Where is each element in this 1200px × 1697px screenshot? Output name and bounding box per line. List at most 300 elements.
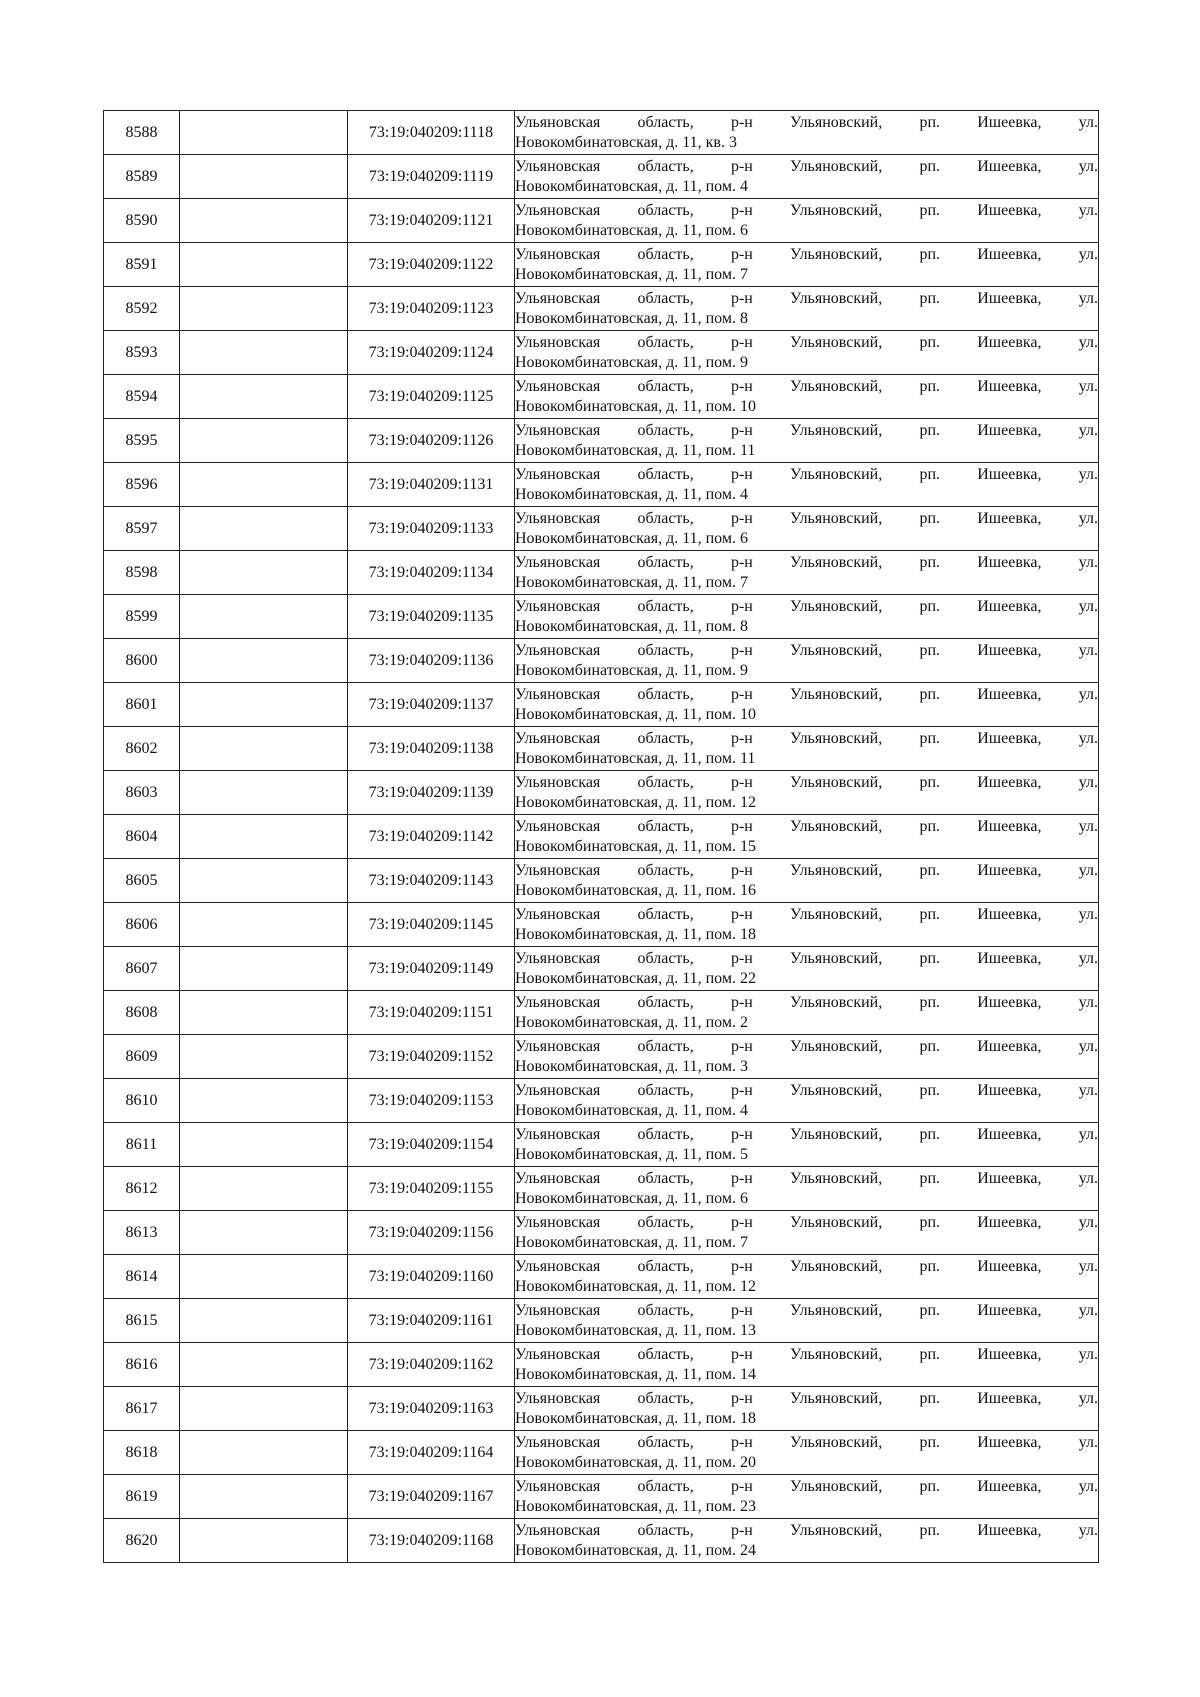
table-row xyxy=(104,991,1099,1035)
address-word: ул. xyxy=(1078,1257,1098,1275)
address-line-1 xyxy=(515,817,1098,837)
address-word: Ульяновский, xyxy=(790,1345,883,1363)
address-word: р-н xyxy=(730,421,753,439)
owner-cell xyxy=(180,463,348,507)
table-row xyxy=(104,1255,1099,1299)
address-cell xyxy=(515,1211,1099,1255)
table-row xyxy=(104,1343,1099,1387)
address-word: Ишеевка, xyxy=(977,1389,1042,1407)
address-cell xyxy=(515,419,1099,463)
address-word: ул. xyxy=(1078,641,1098,659)
address-word: Ишеевка, xyxy=(977,245,1042,263)
table-row xyxy=(104,1123,1099,1167)
address-word: ул. xyxy=(1078,157,1098,175)
address-word: рп. xyxy=(919,1037,941,1055)
address-word: Ульяновский, xyxy=(790,509,883,527)
address-word: ул. xyxy=(1078,1389,1098,1407)
address-line-1 xyxy=(515,113,1098,133)
address-line-1 xyxy=(515,1125,1098,1145)
address-word: ул. xyxy=(1078,377,1098,395)
address-line-1 xyxy=(515,729,1098,749)
address-word: Ишеевка, xyxy=(977,641,1042,659)
address-word: р-н xyxy=(730,201,753,219)
address-cell xyxy=(515,1123,1099,1167)
address-word: р-н xyxy=(730,1169,753,1187)
address-word: Ульяновская xyxy=(515,245,601,263)
address-word: Ишеевка, xyxy=(977,1521,1042,1539)
owner-cell xyxy=(180,771,348,815)
table-row xyxy=(104,683,1099,727)
address-word: Ишеевка, xyxy=(977,157,1042,175)
address-word: Ишеевка, xyxy=(977,421,1042,439)
address-line-1 xyxy=(515,685,1098,705)
cadastral-number: 73:19:040209:1119 xyxy=(348,155,515,199)
address-word: р-н xyxy=(730,333,753,351)
address-word: Ишеевка, xyxy=(977,553,1042,571)
owner-cell xyxy=(180,683,348,727)
address-line-1 xyxy=(515,861,1098,881)
address-word: ул. xyxy=(1078,861,1098,879)
owner-cell xyxy=(180,1387,348,1431)
owner-cell xyxy=(180,991,348,1035)
address-line-2: Новокомбинатовская, д. 11, пом. 11 xyxy=(515,749,756,767)
address-cell xyxy=(515,947,1099,991)
address-line-2: Новокомбинатовская, д. 11, пом. 8 xyxy=(515,617,748,635)
address-word: область, xyxy=(637,289,694,307)
owner-cell xyxy=(180,419,348,463)
address-line-1 xyxy=(515,377,1098,397)
owner-cell xyxy=(180,1255,348,1299)
address-word: Ульяновская xyxy=(515,1477,601,1495)
address-word: р-н xyxy=(730,1521,753,1539)
address-word: Ульяновская xyxy=(515,817,601,835)
row-number: 8600 xyxy=(104,639,180,683)
table-row xyxy=(104,771,1099,815)
registry-table xyxy=(103,110,1099,1563)
cadastral-number: 73:19:040209:1131 xyxy=(348,463,515,507)
table-row xyxy=(104,551,1099,595)
address-word: Ульяновский, xyxy=(790,1037,883,1055)
address-line-1 xyxy=(515,421,1098,441)
address-word: Ульяновский, xyxy=(790,1433,883,1451)
cadastral-number: 73:19:040209:1155 xyxy=(348,1167,515,1211)
address-word: ул. xyxy=(1078,1345,1098,1363)
owner-cell xyxy=(180,903,348,947)
address-word: Ишеевка, xyxy=(977,685,1042,703)
address-line-2: Новокомбинатовская, д. 11, пом. 10 xyxy=(515,705,756,723)
address-word: область, xyxy=(637,1169,694,1187)
row-number: 8596 xyxy=(104,463,180,507)
address-word: Ульяновский, xyxy=(790,905,883,923)
address-word: область, xyxy=(637,905,694,923)
address-line-2: Новокомбинатовская, д. 11, пом. 7 xyxy=(515,1233,748,1251)
address-word: рп. xyxy=(919,1213,941,1231)
address-line-2: Новокомбинатовская, д. 11, пом. 20 xyxy=(515,1453,756,1471)
address-cell xyxy=(515,859,1099,903)
owner-cell xyxy=(180,639,348,683)
address-line-1 xyxy=(515,641,1098,661)
address-line-2: Новокомбинатовская, д. 11, пом. 22 xyxy=(515,969,756,987)
address-word: область, xyxy=(637,861,694,879)
row-number: 8608 xyxy=(104,991,180,1035)
address-word: ул. xyxy=(1078,949,1098,967)
address-line-1 xyxy=(515,773,1098,793)
address-cell xyxy=(515,1079,1099,1123)
address-word: Ишеевка, xyxy=(977,773,1042,791)
address-word: область, xyxy=(637,465,694,483)
address-word: рп. xyxy=(919,201,941,219)
row-number: 8602 xyxy=(104,727,180,771)
address-line-2: Новокомбинатовская, д. 11, пом. 6 xyxy=(515,221,748,239)
address-word: Ульяновская xyxy=(515,993,601,1011)
row-number: 8606 xyxy=(104,903,180,947)
address-word: Ульяновский, xyxy=(790,729,883,747)
address-word: Ульяновская xyxy=(515,113,601,131)
address-word: Ульяновский, xyxy=(790,289,883,307)
address-word: Ульяновский, xyxy=(790,1477,883,1495)
address-cell xyxy=(515,1475,1099,1519)
address-word: р-н xyxy=(730,993,753,1011)
cadastral-number: 73:19:040209:1162 xyxy=(348,1343,515,1387)
row-number: 8619 xyxy=(104,1475,180,1519)
address-line-1 xyxy=(515,905,1098,925)
table-row xyxy=(104,1211,1099,1255)
address-word: рп. xyxy=(919,1081,941,1099)
row-number: 8591 xyxy=(104,243,180,287)
address-line-2: Новокомбинатовская, д. 11, пом. 4 xyxy=(515,485,748,503)
address-word: область, xyxy=(637,245,694,263)
address-word: Ульяновский, xyxy=(790,377,883,395)
cadastral-number: 73:19:040209:1125 xyxy=(348,375,515,419)
address-word: область, xyxy=(637,377,694,395)
table-row xyxy=(104,903,1099,947)
address-cell xyxy=(515,815,1099,859)
address-word: Ишеевка, xyxy=(977,1301,1042,1319)
address-word: ул. xyxy=(1078,1477,1098,1495)
address-word: рп. xyxy=(919,1345,941,1363)
address-word: Ульяновская xyxy=(515,289,601,307)
address-word: Ульяновский, xyxy=(790,1301,883,1319)
row-number: 8605 xyxy=(104,859,180,903)
address-word: Ульяновский, xyxy=(790,333,883,351)
table-row xyxy=(104,463,1099,507)
address-cell xyxy=(515,595,1099,639)
address-word: р-н xyxy=(730,729,753,747)
table-row xyxy=(104,1299,1099,1343)
address-cell xyxy=(515,1431,1099,1475)
address-word: Ульяновская xyxy=(515,949,601,967)
address-word: ул. xyxy=(1078,685,1098,703)
address-word: ул. xyxy=(1078,597,1098,615)
address-word: Ульяновская xyxy=(515,465,601,483)
cadastral-number: 73:19:040209:1136 xyxy=(348,639,515,683)
address-line-2: Новокомбинатовская, д. 11, пом. 4 xyxy=(515,177,748,195)
table-row xyxy=(104,419,1099,463)
address-word: Ульяновская xyxy=(515,1389,601,1407)
address-word: Ульяновская xyxy=(515,773,601,791)
address-word: область, xyxy=(637,817,694,835)
address-word: ул. xyxy=(1078,1301,1098,1319)
table-row xyxy=(104,1167,1099,1211)
address-word: р-н xyxy=(730,1081,753,1099)
cadastral-number: 73:19:040209:1151 xyxy=(348,991,515,1035)
address-line-2: Новокомбинатовская, д. 11, пом. 18 xyxy=(515,1409,756,1427)
cadastral-number: 73:19:040209:1124 xyxy=(348,331,515,375)
address-word: Ульяновская xyxy=(515,685,601,703)
address-word: ул. xyxy=(1078,1521,1098,1539)
address-word: область, xyxy=(637,157,694,175)
owner-cell xyxy=(180,155,348,199)
address-cell xyxy=(515,1167,1099,1211)
address-line-1 xyxy=(515,333,1098,353)
address-line-1 xyxy=(515,1477,1098,1497)
address-word: р-н xyxy=(730,685,753,703)
row-number: 8618 xyxy=(104,1431,180,1475)
address-line-2: Новокомбинатовская, д. 11, пом. 10 xyxy=(515,397,756,415)
address-word: область, xyxy=(637,1389,694,1407)
address-word: р-н xyxy=(730,773,753,791)
address-word: Ульяновский, xyxy=(790,597,883,615)
address-line-2: Новокомбинатовская, д. 11, пом. 24 xyxy=(515,1541,756,1559)
address-word: Ульяновская xyxy=(515,201,601,219)
owner-cell xyxy=(180,1475,348,1519)
address-cell xyxy=(515,331,1099,375)
table-row xyxy=(104,199,1099,243)
address-word: Ульяновская xyxy=(515,1125,601,1143)
row-number: 8615 xyxy=(104,1299,180,1343)
address-word: Ишеевка, xyxy=(977,377,1042,395)
owner-cell xyxy=(180,1079,348,1123)
owner-cell xyxy=(180,1211,348,1255)
address-word: область, xyxy=(637,1477,694,1495)
table-row xyxy=(104,859,1099,903)
address-word: Ишеевка, xyxy=(977,1257,1042,1275)
owner-cell xyxy=(180,947,348,991)
row-number: 8617 xyxy=(104,1387,180,1431)
address-word: рп. xyxy=(919,1169,941,1187)
address-cell xyxy=(515,243,1099,287)
address-line-1 xyxy=(515,201,1098,221)
address-word: область, xyxy=(637,1037,694,1055)
address-word: Ишеевка, xyxy=(977,113,1042,131)
address-line-2: Новокомбинатовская, д. 11, пом. 12 xyxy=(515,793,756,811)
address-word: р-н xyxy=(730,1257,753,1275)
address-line-2: Новокомбинатовская, д. 11, пом. 9 xyxy=(515,661,748,679)
address-word: ул. xyxy=(1078,1081,1098,1099)
address-word: область, xyxy=(637,1521,694,1539)
address-cell xyxy=(515,199,1099,243)
address-line-2: Новокомбинатовская, д. 11, пом. 15 xyxy=(515,837,756,855)
address-word: область, xyxy=(637,201,694,219)
address-line-1 xyxy=(515,1037,1098,1057)
address-word: Ульяновский, xyxy=(790,861,883,879)
address-word: Ишеевка, xyxy=(977,333,1042,351)
cadastral-number: 73:19:040209:1161 xyxy=(348,1299,515,1343)
address-line-2: Новокомбинатовская, д. 11, пом. 4 xyxy=(515,1101,748,1119)
cadastral-number: 73:19:040209:1164 xyxy=(348,1431,515,1475)
table-row xyxy=(104,1431,1099,1475)
address-word: ул. xyxy=(1078,1125,1098,1143)
address-word: область, xyxy=(637,641,694,659)
address-word: область, xyxy=(637,949,694,967)
address-word: ул. xyxy=(1078,1433,1098,1451)
address-word: область, xyxy=(637,1433,694,1451)
owner-cell xyxy=(180,815,348,859)
address-word: область, xyxy=(637,729,694,747)
address-word: Ульяновская xyxy=(515,861,601,879)
address-line-2: Новокомбинатовская, д. 11, пом. 13 xyxy=(515,1321,756,1339)
address-word: ул. xyxy=(1078,729,1098,747)
cadastral-number: 73:19:040209:1154 xyxy=(348,1123,515,1167)
address-word: Ульяновская xyxy=(515,421,601,439)
address-word: р-н xyxy=(730,1037,753,1055)
owner-cell xyxy=(180,595,348,639)
address-word: ул. xyxy=(1078,993,1098,1011)
address-word: Ульяновский, xyxy=(790,1521,883,1539)
address-word: Ульяновская xyxy=(515,597,601,615)
address-word: Ишеевка, xyxy=(977,729,1042,747)
address-word: Ишеевка, xyxy=(977,817,1042,835)
address-line-1 xyxy=(515,289,1098,309)
address-word: р-н xyxy=(730,465,753,483)
address-word: Ульяновская xyxy=(515,905,601,923)
address-word: р-н xyxy=(730,1389,753,1407)
row-number: 8614 xyxy=(104,1255,180,1299)
address-word: область, xyxy=(637,1213,694,1231)
address-line-1 xyxy=(515,1169,1098,1189)
address-word: область, xyxy=(637,421,694,439)
address-word: рп. xyxy=(919,333,941,351)
address-line-1 xyxy=(515,993,1098,1013)
address-word: ул. xyxy=(1078,201,1098,219)
address-word: рп. xyxy=(919,817,941,835)
row-number: 8598 xyxy=(104,551,180,595)
cadastral-number: 73:19:040209:1167 xyxy=(348,1475,515,1519)
address-word: Ульяновская xyxy=(515,1081,601,1099)
address-line-2: Новокомбинатовская, д. 11, пом. 7 xyxy=(515,573,748,591)
address-word: ул. xyxy=(1078,905,1098,923)
cadastral-number: 73:19:040209:1142 xyxy=(348,815,515,859)
address-cell xyxy=(515,1035,1099,1079)
address-line-2: Новокомбинатовская, д. 11, пом. 6 xyxy=(515,1189,748,1207)
address-word: р-н xyxy=(730,597,753,615)
table-row xyxy=(104,727,1099,771)
address-word: р-н xyxy=(730,861,753,879)
address-word: рп. xyxy=(919,1301,941,1319)
address-line-1 xyxy=(515,509,1098,529)
address-word: р-н xyxy=(730,1213,753,1231)
cadastral-number: 73:19:040209:1160 xyxy=(348,1255,515,1299)
owner-cell xyxy=(180,111,348,155)
address-word: Ишеевка, xyxy=(977,1477,1042,1495)
address-word: область, xyxy=(637,773,694,791)
address-line-1 xyxy=(515,553,1098,573)
address-word: Ульяновский, xyxy=(790,817,883,835)
address-word: Ишеевка, xyxy=(977,861,1042,879)
address-word: Ишеевка, xyxy=(977,465,1042,483)
cadastral-number: 73:19:040209:1152 xyxy=(348,1035,515,1079)
address-word: Ульяновский, xyxy=(790,773,883,791)
address-word: Ульяновский, xyxy=(790,1257,883,1275)
owner-cell xyxy=(180,243,348,287)
address-line-1 xyxy=(515,1521,1098,1541)
address-word: Ульяновский, xyxy=(790,1389,883,1407)
cadastral-number: 73:19:040209:1137 xyxy=(348,683,515,727)
address-word: рп. xyxy=(919,421,941,439)
owner-cell xyxy=(180,727,348,771)
address-word: рп. xyxy=(919,905,941,923)
address-word: Ульяновская xyxy=(515,1213,601,1231)
owner-cell xyxy=(180,551,348,595)
address-word: Ульяновский, xyxy=(790,465,883,483)
address-word: рп. xyxy=(919,1257,941,1275)
address-word: Ульяновская xyxy=(515,1037,601,1055)
cadastral-number: 73:19:040209:1126 xyxy=(348,419,515,463)
address-word: ул. xyxy=(1078,421,1098,439)
address-word: р-н xyxy=(730,245,753,263)
address-word: Ишеевка, xyxy=(977,1081,1042,1099)
address-line-2: Новокомбинатовская, д. 11, пом. 5 xyxy=(515,1145,748,1163)
address-word: ул. xyxy=(1078,465,1098,483)
address-line-2: Новокомбинатовская, д. 11, пом. 23 xyxy=(515,1497,756,1515)
address-word: Ульяновская xyxy=(515,509,601,527)
address-word: область, xyxy=(637,1257,694,1275)
address-word: область, xyxy=(637,1125,694,1143)
address-line-2: Новокомбинатовская, д. 11, пом. 16 xyxy=(515,881,756,899)
address-word: Ульяновская xyxy=(515,1301,601,1319)
address-line-2: Новокомбинатовская, д. 11, пом. 11 xyxy=(515,441,756,459)
address-word: Ишеевка, xyxy=(977,993,1042,1011)
address-word: р-н xyxy=(730,553,753,571)
address-word: Ульяновский, xyxy=(790,641,883,659)
address-word: рп. xyxy=(919,1389,941,1407)
address-line-2: Новокомбинатовская, д. 11, пом. 7 xyxy=(515,265,748,283)
address-word: рп. xyxy=(919,641,941,659)
cadastral-number: 73:19:040209:1145 xyxy=(348,903,515,947)
address-line-1 xyxy=(515,1301,1098,1321)
address-word: рп. xyxy=(919,773,941,791)
address-word: ул. xyxy=(1078,113,1098,131)
address-line-1 xyxy=(515,1389,1098,1409)
address-word: Ишеевка, xyxy=(977,1213,1042,1231)
address-word: Ульяновская xyxy=(515,1521,601,1539)
address-cell xyxy=(515,991,1099,1035)
address-word: рп. xyxy=(919,245,941,263)
address-word: ул. xyxy=(1078,245,1098,263)
address-word: р-н xyxy=(730,1477,753,1495)
row-number: 8589 xyxy=(104,155,180,199)
address-word: область, xyxy=(637,1345,694,1363)
address-cell xyxy=(515,111,1099,155)
row-number: 8588 xyxy=(104,111,180,155)
cadastral-number: 73:19:040209:1138 xyxy=(348,727,515,771)
address-line-1 xyxy=(515,1433,1098,1453)
address-cell xyxy=(515,1343,1099,1387)
owner-cell xyxy=(180,507,348,551)
address-word: рп. xyxy=(919,1125,941,1143)
address-word: Ульяновский, xyxy=(790,949,883,967)
cadastral-number: 73:19:040209:1139 xyxy=(348,771,515,815)
address-cell xyxy=(515,155,1099,199)
row-number: 8610 xyxy=(104,1079,180,1123)
address-word: Ишеевка, xyxy=(977,1125,1042,1143)
address-word: Ульяновский, xyxy=(790,1169,883,1187)
address-word: ул. xyxy=(1078,1037,1098,1055)
address-cell xyxy=(515,463,1099,507)
row-number: 8604 xyxy=(104,815,180,859)
address-cell xyxy=(515,375,1099,419)
address-line-2: Новокомбинатовская, д. 11, кв. 3 xyxy=(515,133,737,151)
